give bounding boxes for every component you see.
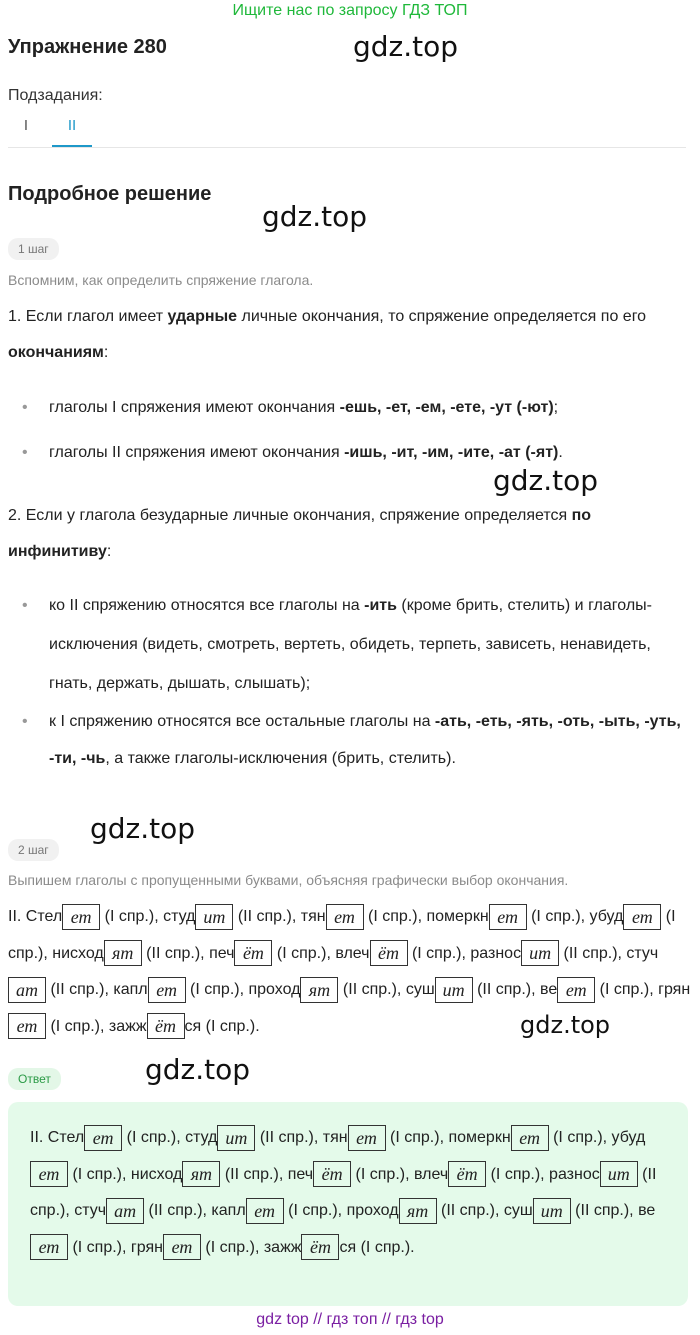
ending-box: ит: [521, 940, 559, 966]
verb-stem: убуд: [589, 908, 624, 925]
tab-subtask-1[interactable]: I: [23, 117, 29, 134]
conjugation-note: (I спр.),: [595, 981, 659, 998]
ending-box: ят: [300, 977, 338, 1003]
verb-stem: II. Стел: [30, 1129, 85, 1146]
ending-box: ёт: [313, 1161, 351, 1187]
conjugation-note: (I спр.),: [351, 1165, 414, 1183]
ending-box: ет: [511, 1125, 549, 1151]
verb-stem: разнос: [549, 1165, 600, 1183]
conjugation-note: (I спр.),: [8, 908, 676, 962]
ending-box: ит: [533, 1198, 571, 1224]
verb-stem: зажж: [263, 1238, 302, 1256]
ending-box: ет: [326, 904, 364, 930]
verb-stem: убуд: [611, 1129, 646, 1146]
answer-badge: Ответ: [8, 1068, 61, 1090]
ending-box: ит: [600, 1161, 638, 1187]
conjugation-note: (II спр.),: [46, 981, 114, 998]
ending-box: ет: [246, 1198, 284, 1224]
verb-stem: стуч: [626, 944, 659, 962]
conjugation-note: (I спр.),: [122, 1129, 186, 1146]
verb-stem: зажж: [108, 1017, 147, 1035]
ending-box: ёт: [448, 1161, 486, 1187]
conjugation-note: (I спр.),: [363, 908, 427, 925]
verb-stem: нисход: [130, 1165, 183, 1183]
conjugation-note: (II спр.),: [559, 944, 627, 962]
ending-box: ет: [348, 1125, 386, 1151]
step-badge: 1 шаг: [8, 238, 59, 260]
conjugation-note: (I спр.),: [283, 1202, 347, 1219]
conjugation-note: (I спр.),: [272, 944, 336, 962]
ending-box: ет: [557, 977, 595, 1003]
conjugation-note: (I спр.),: [407, 944, 471, 962]
verb-stem: тян: [300, 908, 326, 925]
conjugation-note: (I спр.),: [548, 1129, 612, 1146]
list-item: • ко II спряжению относятся все глаголы на -ить (кроме брить, стелить) и глаголы-исключения (видеть, смотреть, вертеть, обидеть, терпеть, зависеть, ненавидеть, гнать, держать, дышать, слышать);: [49, 586, 689, 703]
rule-2: 2. Если у глагола безударные личные окончания, спряжение определяется по инфинитиву:: [8, 507, 592, 560]
verb-stem: грян: [658, 981, 691, 998]
conjugation-note: (II спр.),: [233, 908, 301, 925]
step-hint: Выпишем глаголы с пропущенными буквами, объясняя графически выбор окончания.: [8, 872, 569, 888]
verb-stem: капл: [211, 1202, 246, 1219]
solution-title: Подробное решение: [8, 183, 212, 205]
verb-stem: проход: [346, 1202, 399, 1219]
verb-stem: влеч: [413, 1165, 449, 1183]
exercise-title: Упражнение 280: [8, 36, 167, 58]
conjugation-note: (I спр.),: [100, 908, 164, 925]
verb-stem: грян: [130, 1238, 163, 1256]
ending-box: ет: [8, 1013, 46, 1039]
step-hint: Вспомним, как определить спряжение глагола.: [8, 272, 314, 288]
verb-stem: студ: [163, 908, 196, 925]
conjugation-note: (II спр.),: [436, 1202, 504, 1219]
conjugation-note: ся (I спр.).: [339, 1238, 415, 1256]
ending-box: ет: [623, 904, 661, 930]
ending-box: ят: [399, 1198, 437, 1224]
verb-stem: студ: [185, 1129, 218, 1146]
verb-stem: померкн: [448, 1129, 511, 1146]
verb-stem: суш: [405, 981, 435, 998]
list-item: • к I спряжению относятся все остальные глаголы на -ать, -еть, -ять, -оть, -ыть, -уть, -ти, -чь, а также глаголы-исключения (брить, стелить).: [49, 703, 689, 777]
list-item: • глаголы I спряжения имеют окончания -ешь, -ет, -ем, -ете, -ут (-ют);: [49, 389, 689, 426]
list-item: • глаголы II спряжения имеют окончания -ишь, -ит, -им, -ите, -ат (-ят).: [49, 434, 689, 471]
ending-box: ет: [30, 1161, 68, 1187]
subtask-tabs: [8, 112, 686, 148]
verb-stem: капл: [113, 981, 148, 998]
ending-box: ет: [30, 1234, 68, 1260]
ending-box: ат: [106, 1198, 144, 1224]
rule-1: 1. Если глагол имеет ударные личные окончания, то спряжение определяется по его окончаниям:: [8, 308, 647, 361]
verb-stem: II. Стел: [8, 908, 63, 925]
ending-box: ёт: [301, 1234, 339, 1260]
conjugation-note: (II спр.),: [141, 944, 210, 962]
solution-text: [8, 899, 692, 1045]
tab-subtask-2[interactable]: II: [52, 117, 92, 147]
promo-banner[interactable]: Ищите нас по запросу ГДЗ ТОП: [232, 2, 468, 19]
conjugation-note: (II спр.),: [255, 1129, 323, 1146]
verb-stem: померкн: [426, 908, 489, 925]
ending-box: ет: [148, 977, 186, 1003]
verb-stem: печ: [209, 944, 235, 962]
ending-box: ёт: [147, 1013, 185, 1039]
conjugation-note: (II спр.),: [144, 1202, 212, 1219]
conjugation-note: (I спр.),: [68, 1238, 131, 1256]
verb-stem: стуч: [74, 1202, 107, 1219]
subtasks-label: Подзадания:: [8, 87, 103, 104]
ending-box: ят: [104, 940, 142, 966]
verb-stem: ве: [540, 981, 558, 998]
verb-stem: тян: [322, 1129, 348, 1146]
ending-box: ят: [182, 1161, 220, 1187]
verb-stem: нисход: [52, 944, 104, 962]
ending-box: ет: [84, 1125, 122, 1151]
watermark: gdz.top: [520, 1011, 611, 1039]
step-badge: 2 шаг: [8, 839, 59, 861]
ending-box: ат: [8, 977, 46, 1003]
conjugation-note: (I спр.),: [200, 1238, 264, 1256]
ending-box: ёт: [370, 940, 408, 966]
conjugation-note: (II спр.),: [570, 1202, 639, 1219]
conjugation-note: (I спр.),: [385, 1129, 449, 1146]
answer-box: [8, 1102, 688, 1306]
verb-stem: печ: [287, 1165, 314, 1183]
ending-box: ит: [195, 904, 233, 930]
footer-links[interactable]: gdz top // гдз топ // гдз top: [256, 1311, 444, 1328]
ending-box: ет: [489, 904, 527, 930]
conjugation-note: (I спр.),: [486, 1165, 550, 1183]
ending-box: ёт: [234, 940, 272, 966]
ending-box: ит: [217, 1125, 255, 1151]
conjugation-note: (II спр.),: [220, 1165, 288, 1183]
answer-text: [30, 1120, 670, 1266]
conjugation-note: (I спр.),: [46, 1017, 109, 1035]
watermark: gdz.top: [353, 30, 459, 63]
verb-stem: ве: [638, 1202, 656, 1219]
verb-stem: влеч: [335, 944, 370, 962]
conjugation-note: (I спр.),: [526, 908, 590, 925]
watermark: gdz.top: [493, 464, 599, 497]
watermark: gdz.top: [262, 200, 368, 233]
conjugation-note: (I спр.),: [68, 1165, 131, 1183]
conjugation-note: (I спр.),: [185, 981, 249, 998]
conjugation-note: (II спр.),: [30, 1165, 657, 1219]
verb-stem: суш: [503, 1202, 533, 1219]
watermark: gdz.top: [90, 812, 196, 845]
watermark: gdz.top: [145, 1053, 251, 1086]
conjugation-note: ся (I спр.).: [184, 1017, 260, 1035]
conjugation-note: (II спр.),: [472, 981, 540, 998]
verb-stem: проход: [248, 981, 301, 998]
conjugation-note: (II спр.),: [338, 981, 406, 998]
ending-box: ит: [435, 977, 473, 1003]
verb-stem: разнос: [470, 944, 522, 962]
ending-box: ет: [163, 1234, 201, 1260]
ending-box: ет: [62, 904, 100, 930]
